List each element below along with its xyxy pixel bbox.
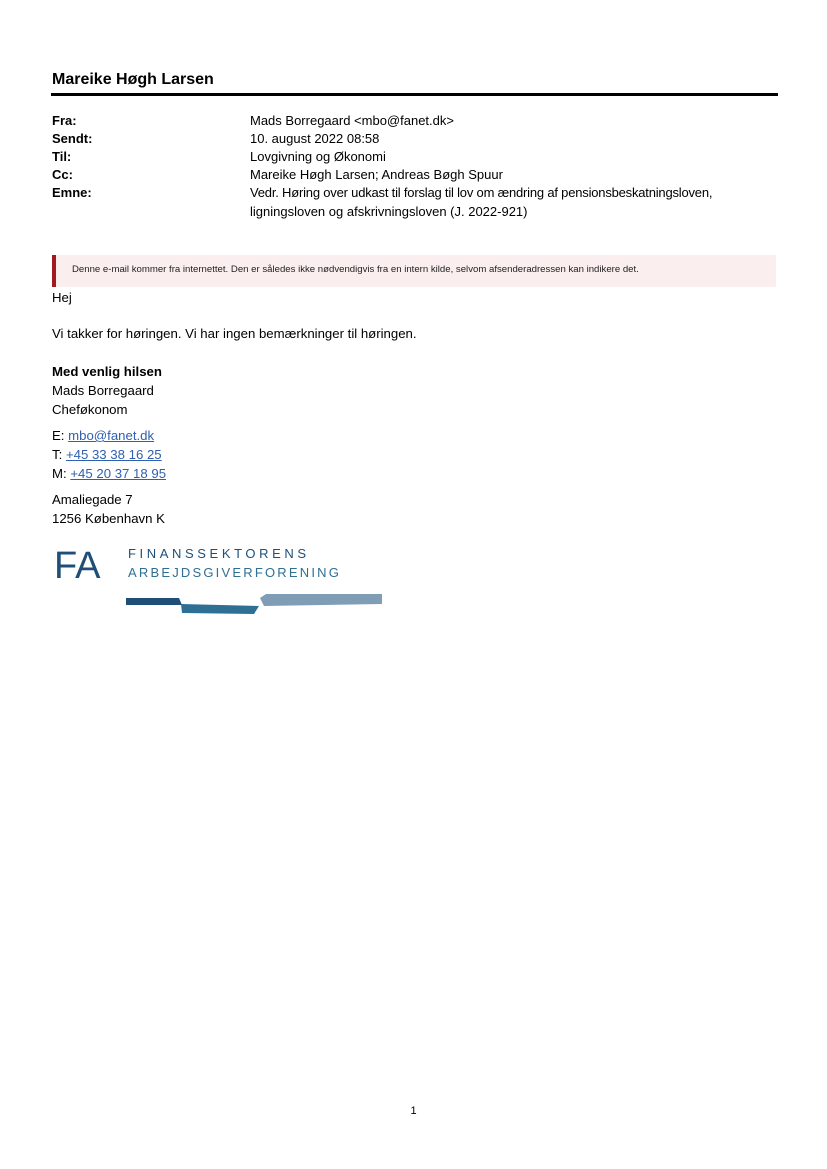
address-line-2: 1256 København K	[52, 511, 165, 526]
header-label-subject: Emne:	[52, 185, 92, 200]
signature-phone-row	[52, 445, 162, 464]
phone-link[interactable]: +45 33 38 16 25	[65, 447, 162, 462]
mobile-link[interactable]: +45 20 37 18 95	[70, 466, 167, 481]
header-label-sent: Sendt:	[52, 131, 93, 146]
title-divider	[51, 93, 778, 96]
logo-stripe-light	[260, 594, 382, 606]
header-value-sent: 10. august 2022 08:58	[250, 131, 380, 146]
logo-stripe-dark	[126, 598, 182, 605]
logo-line-2: ARBEJDSGIVERFORENING	[128, 565, 342, 580]
fa-logo	[54, 543, 394, 617]
document-title: Mareike Høgh Larsen	[52, 71, 214, 88]
header-value-to: Lovgivning og Økonomi	[250, 149, 386, 164]
mobile-prefix: M:	[52, 466, 67, 481]
header-value-subject-line1: Vedr. Høring over udkast til forslag til lov om ændring af pensionsbeskatningsloven,	[250, 185, 713, 200]
signature-closing: Med venlig hilsen	[52, 364, 162, 379]
external-mail-banner-text: Denne e-mail kommer fra internettet. Den er således ikke nødvendigvis fra en intern kilde, selvom afsenderadressen kan indikere det.	[72, 264, 639, 275]
phone-prefix: T:	[52, 447, 63, 462]
header-value-from: Mads Borregaard <mbo@fanet.dk>	[250, 113, 454, 128]
header-label-cc: Cc:	[52, 167, 73, 182]
external-mail-banner	[52, 255, 776, 287]
header-label-from: Fra:	[52, 113, 77, 128]
signature-email-row	[52, 426, 154, 445]
header-value-subject-line2: ligningsloven og afskrivningsloven (J. 2022-921)	[250, 204, 528, 219]
page-number: 1	[410, 1105, 417, 1117]
logo-stripe-mid	[181, 604, 259, 614]
logo-line-1: FINANSSEKTORENS	[128, 546, 310, 561]
email-link[interactable]: mbo@fanet.dk	[68, 428, 155, 443]
address-line-1: Amaliegade 7	[52, 492, 133, 507]
signature-name: Mads Borregaard	[52, 383, 154, 398]
message-text: Vi takker for høringen. Vi har ingen bemærkninger til høringen.	[52, 326, 417, 341]
header-label-to: Til:	[52, 149, 72, 164]
logo-mark: FA	[54, 545, 101, 587]
greeting: Hej	[52, 290, 72, 305]
header-value-cc: Mareike Høgh Larsen; Andreas Bøgh Spuur	[250, 167, 503, 182]
signature-role: Cheføkonom	[52, 402, 128, 417]
signature-mobile-row	[52, 464, 166, 483]
email-prefix: E:	[52, 428, 65, 443]
fa-logo-graphic	[54, 543, 394, 617]
